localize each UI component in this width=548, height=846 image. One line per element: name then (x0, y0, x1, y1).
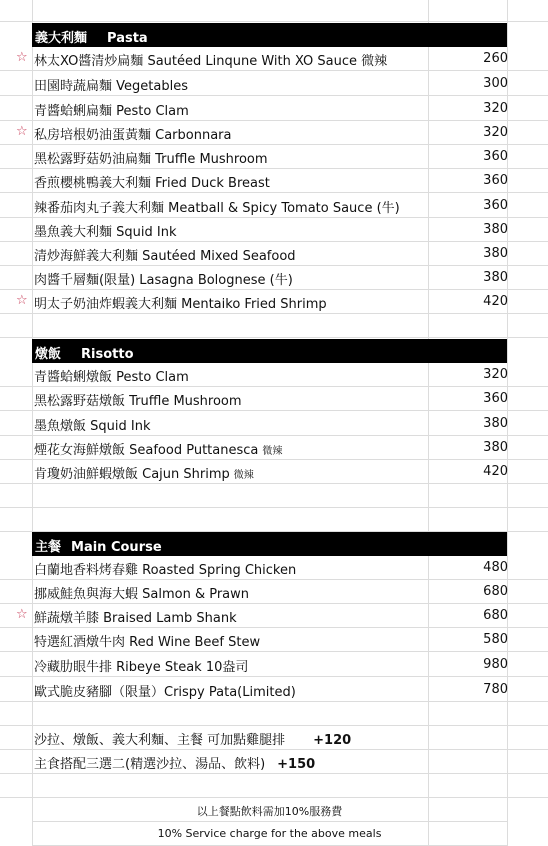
menu-item (0, 387, 548, 411)
addon-price: +120 (313, 733, 352, 748)
item-name: 青醬蛤蜊燉飯 Pesto Clam (34, 370, 189, 385)
item-price: 360 (483, 173, 508, 188)
item-price: 420 (483, 294, 508, 309)
item-price: 580 (483, 632, 508, 647)
menu-item (0, 47, 548, 71)
item-name: 墨魚義大利麵 Squid Ink (34, 225, 177, 240)
item-price: 320 (483, 101, 508, 116)
item-name: 白蘭地香料烤春雞 Roasted Spring Chicken (34, 563, 297, 578)
item-name: 鮮蔬燉羊膝 Braised Lamb Shank (34, 611, 237, 626)
blank-row (0, 0, 548, 22)
item-price: 680 (483, 608, 508, 623)
item-name: 黑松露野菇燉飯 Truffle Mushroom (34, 394, 242, 409)
section-header-main-course (32, 532, 507, 556)
item-name: 冷藏肋眼牛排 Ribeye Steak 10盎司 (34, 660, 249, 675)
item-name: 田園時蔬扁麵 Vegetables (34, 79, 188, 94)
spicy-note: 微辣 (233, 470, 254, 481)
item-name: 香煎櫻桃鴨義大利麵 Fried Duck Breast (34, 176, 270, 191)
menu-item (0, 460, 548, 484)
star-icon: ☆ (16, 293, 28, 308)
section-header-pasta (32, 23, 507, 47)
menu-item (0, 604, 548, 628)
item-name: 肯瓊奶油鮮蝦燉飯 Cajun Shrimp 微辣 (34, 467, 254, 482)
item-price: 360 (483, 198, 508, 213)
addon-row (0, 726, 548, 750)
item-name: 清炒海鮮義大利麵 Sautéed Mixed Seafood (34, 249, 296, 264)
menu-item (0, 678, 548, 702)
menu-item (0, 628, 548, 652)
section-title-en: Pasta (107, 31, 148, 46)
spicy-note: 微辣 (262, 446, 283, 457)
item-name: 辣番茄肉丸子義大利麵 Meatball & Spicy Tomato Sauce (牛) (34, 201, 400, 216)
menu-item (0, 290, 548, 314)
item-price: 360 (483, 149, 508, 164)
item-price: 380 (483, 270, 508, 285)
blank-row (0, 484, 548, 508)
menu-item (0, 580, 548, 604)
blank-row (0, 508, 548, 532)
item-name: 煙花女海鮮燉飯 Seafood Puttanesca 微辣 (34, 443, 283, 458)
menu-item (0, 72, 548, 96)
item-price: 980 (483, 657, 508, 672)
blank-row (0, 314, 548, 338)
menu-item (0, 436, 548, 460)
service-charge-en: 10% Service charge for the above meals (32, 822, 507, 846)
item-price: 420 (483, 464, 508, 479)
item-price: 320 (483, 367, 508, 382)
addon-price: +150 (277, 757, 316, 772)
item-price: 780 (483, 682, 508, 697)
section-title-zh: 主餐 (35, 540, 62, 555)
item-price: 300 (483, 76, 508, 91)
item-price: 380 (483, 440, 508, 455)
star-icon: ☆ (16, 50, 28, 65)
menu-item (0, 169, 548, 193)
item-price: 680 (483, 584, 508, 599)
item-price: 260 (483, 51, 508, 66)
section-title-en: Main Course (71, 540, 162, 555)
star-icon: ☆ (16, 607, 28, 622)
item-name: 墨魚燉飯 Squid Ink (34, 419, 151, 434)
menu-item (0, 121, 548, 145)
menu-item (0, 266, 548, 290)
blank-row (0, 774, 548, 798)
item-name: 挪威鮭魚與海大蝦 Salmon & Prawn (34, 587, 250, 602)
section-title-zh: 燉飯 (35, 347, 62, 362)
item-name: 明太子奶油炸蝦義大利麵 Mentaiko Fried Shrimp (34, 297, 327, 312)
star-icon: ☆ (16, 124, 28, 139)
item-price: 380 (483, 416, 508, 431)
item-name: 黑松露野菇奶油扁麵 Truffle Mushroom (34, 152, 268, 167)
item-name: 肉醬千層麵(限量) Lasagna Bolognese (牛) (34, 273, 293, 288)
addon-text: 沙拉、燉飯、義大利麵、主餐 可加點雞腿排 +120 (34, 733, 352, 748)
menu-item (0, 653, 548, 677)
item-name: 特選紅酒燉牛肉 Red Wine Beef Stew (34, 635, 261, 650)
section-title-zh: 義大利麵 (35, 31, 88, 46)
item-price: 320 (483, 125, 508, 140)
item-price: 360 (483, 391, 508, 406)
item-name: 林太XO醬清炒扁麵 Sautéed Linqune With XO Sauce 微辣 (34, 54, 388, 69)
menu-item (0, 145, 548, 169)
section-title-en: Risotto (81, 347, 134, 362)
menu-item (0, 412, 548, 436)
blank-row (0, 702, 548, 726)
item-name: 青醬蛤蜊扁麵 Pesto Clam (34, 104, 189, 119)
item-name: 私房培根奶油蛋黃麵 Carbonnara (34, 128, 232, 143)
section-header-risotto (32, 339, 507, 363)
item-price: 480 (483, 560, 508, 575)
service-charge-zh: 以上餐點飲料需加10%服務費 (32, 798, 507, 822)
addon-row (0, 750, 548, 774)
menu-item (0, 194, 548, 218)
menu-item (0, 363, 548, 387)
menu-item (0, 218, 548, 242)
item-name: 歐式脆皮豬腳（限量）Crispy Pata(Limited) (34, 685, 296, 700)
item-price: 380 (483, 222, 508, 237)
addon-text: 主食搭配三選二(精選沙拉、湯品、飲料) +150 (34, 757, 316, 772)
menu-item (0, 242, 548, 266)
menu-item (0, 97, 548, 121)
menu-item (0, 556, 548, 580)
item-price: 380 (483, 246, 508, 261)
